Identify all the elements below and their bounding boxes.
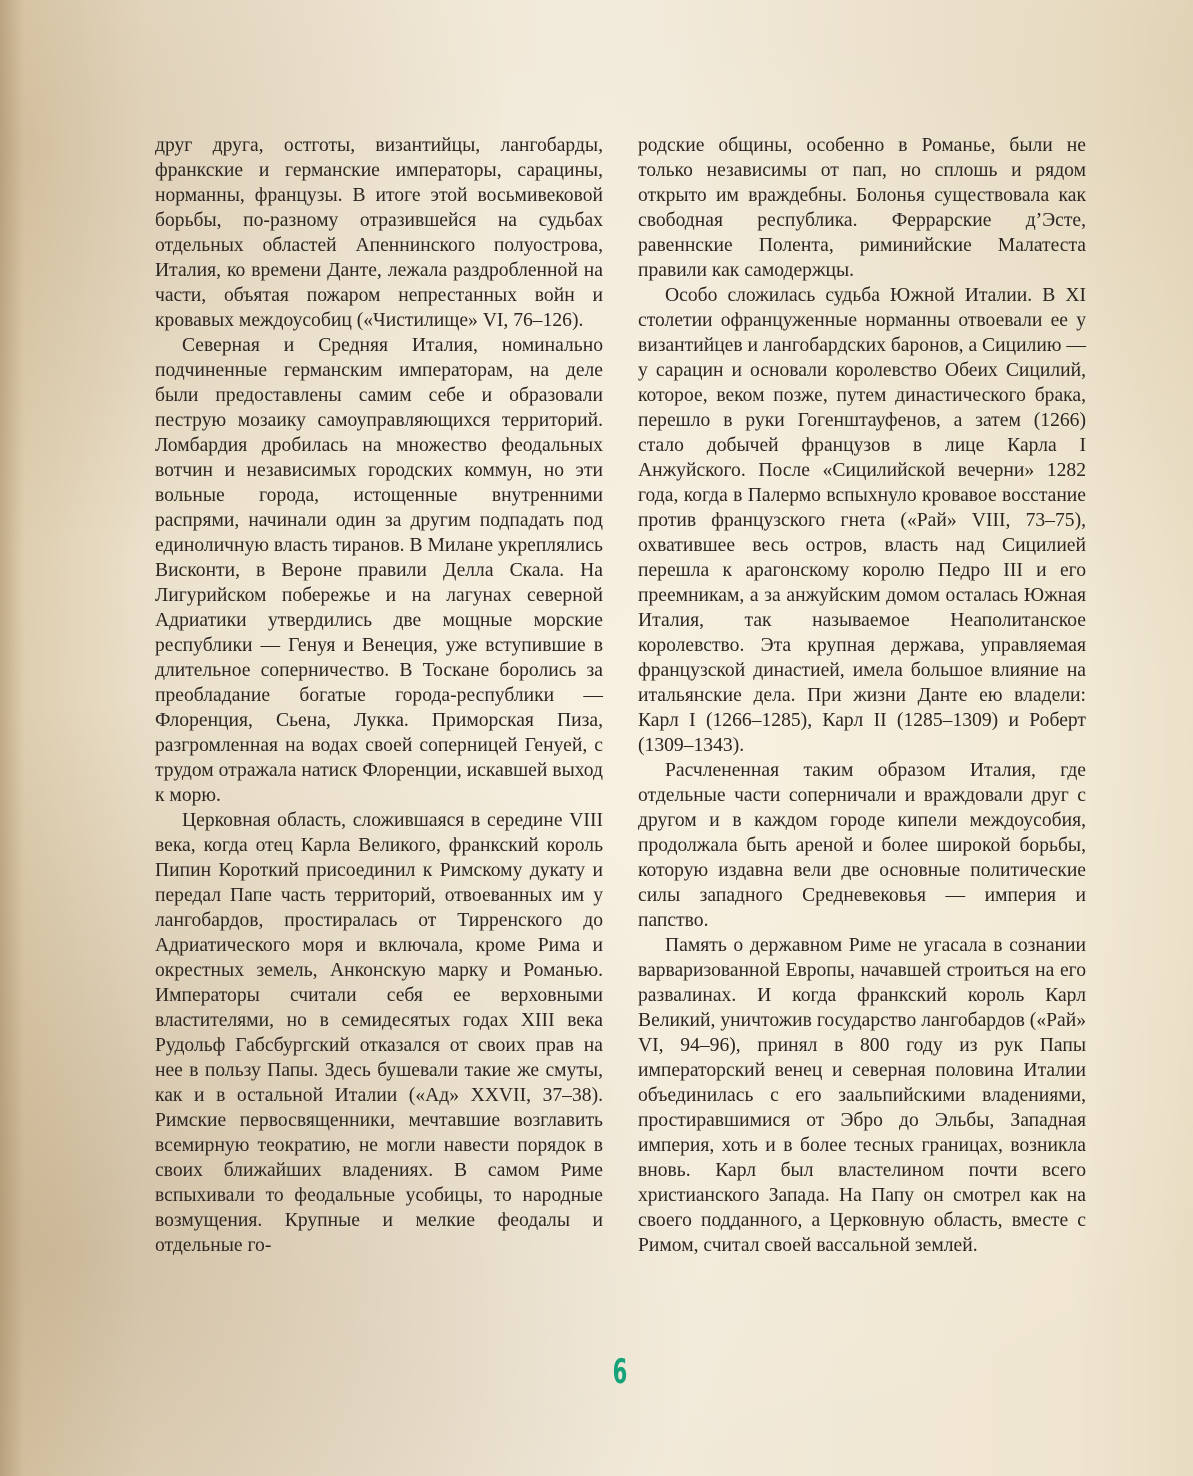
- paragraph: Расчлененная таким образом Италия, где отдельные части соперничали и враждовали друг с другом и в каждом городе кипели междоусобия, продолжала быть ареной и более широкой борьбы, которую издавна вели две основные политические силы западного Средневековья — империя и папство.: [638, 760, 1086, 931]
- paragraph: Особо сложилась судьба Южной Италии. В XI столетии офранцуженные норманны отвоевали ее у византийцев и лангобардских баронов, а Сицилию — у сарацин и основали королевство Обеих Сицилий, которое, веком позже, путем династического брака, перешло в руки Гогенштауфенов, а затем (1266) стало добычей французов в лице Карла I Анжуйского. После «Сицилийской вечерни» 1282 года, когда в Палермо вспыхнуло кровавое восстание против французского гнета («Рай» VIII, 73–75), охватившее весь остров, власть над Сицилией перешла к арагонскому королю Педро III и его преемникам, а за анжуйским домом осталась Южная Италия, так называемое Неаполитанское королевство. Эта крупная держава, управляемая французской династией, имела большое влияние на итальянские дела. При жизни Данте ею владели: Карл I (1266–1285), Карл II (1285–1309) и Роберт (1309–1343).: [638, 285, 1086, 756]
- text-column-right: [638, 133, 1086, 1258]
- paragraph: Северная и Средняя Италия, номинально подчиненные германским императорам, на деле были предоставлены самим себе и образовали пеструю мозаику самоуправляющихся территорий. Ломбардия дробилась на множество феодальных вотчин и независимых городских коммун, но эти вольные города, истощенные внутренними распрями, начинали один за другим подпадать под единоличную власть тиранов. В Милане укреплялись Висконти, в Вероне правили Делла Скала. На Лигурийском побережье и на лагунах северной Адриатики утвердились две мощные морские республики — Генуя и Венеция, уже вступившие в длительное соперничество. В Тоскане боролись за преобладание богатые города-республики — Флоренция, Сьена, Лукка. Приморская Пиза, разгромленная на водах своей соперницей Генуей, с трудом отражала натиск Флоренции, искавшей выход к морю.: [155, 335, 603, 806]
- paragraph: родские общины, особенно в Романье, были не только независимы от пап, но сплошь и рядом открыто им враждебны. Болонья существовала как свободная республика. Феррарские д’Эсте, равеннские Полента, риминийские Малатеста правили как самодержцы.: [638, 135, 1086, 281]
- paragraph: Память о державном Риме не угасала в сознании варваризованной Европы, начавшей строиться на его развалинах. И когда франкский король Карл Великий, уничтожив государство лангобардов («Рай» VI, 94–96), принял в 800 году из рук Папы императорский венец и северная половина Италии объединилась с его заальпийскими владениями, простиравшимися от Эбро до Эльбы, Западная империя, хоть и в более тесных границах, возникла вновь. Карл был властелином почти всего христианского Запада. На Папу он смотрел как на своего подданного, а Церковную область, вместе с Римом, считал своей вассальной землей.: [638, 935, 1086, 1256]
- paper-edge-shadow: [0, 0, 24, 1476]
- page-number: 6: [612, 1352, 628, 1392]
- paragraph: друг друга, остготы, византийцы, лангобарды, франкские и германские императоры, сарацины, норманны, французы. В итоге этой восьмивековой борьбы, по-разному отразившейся на судьбах отдельных областей Апеннинского полуострова, Италия, ко времени Данте, лежала раздробленной на части, объятая пожаром непрестанных войн и кровавых междоусобиц («Чистилище» VI, 76–126).: [155, 135, 603, 331]
- text-column-left: [155, 133, 603, 1258]
- paragraph: Церковная область, сложившаяся в середине VIII века, когда отец Карла Великого, франкский король Пипин Короткий присоединил к Римскому дукату и передал Папе часть территорий, отвоеванных им у лангобардов, простиралась от Тирренского до Адриатического моря и включала, кроме Рима и окрестных земель, Анконскую марку и Романью. Императоры считали себя ее верховными властителями, но в семидесятых годах XIII века Рудольф Габсбургский отказался от своих прав на нее в пользу Папы. Здесь бушевали такие же смуты, как и в остальной Италии («Ад» XXVII, 37–38). Римские первосвященники, мечтавшие возглавить всемирную теократию, не могли навести порядок в своих ближайших владениях. В самом Риме вспыхивали то феодальные усобицы, то народные возмущения. Крупные и мелкие феодалы и отдельные го-: [155, 810, 603, 1256]
